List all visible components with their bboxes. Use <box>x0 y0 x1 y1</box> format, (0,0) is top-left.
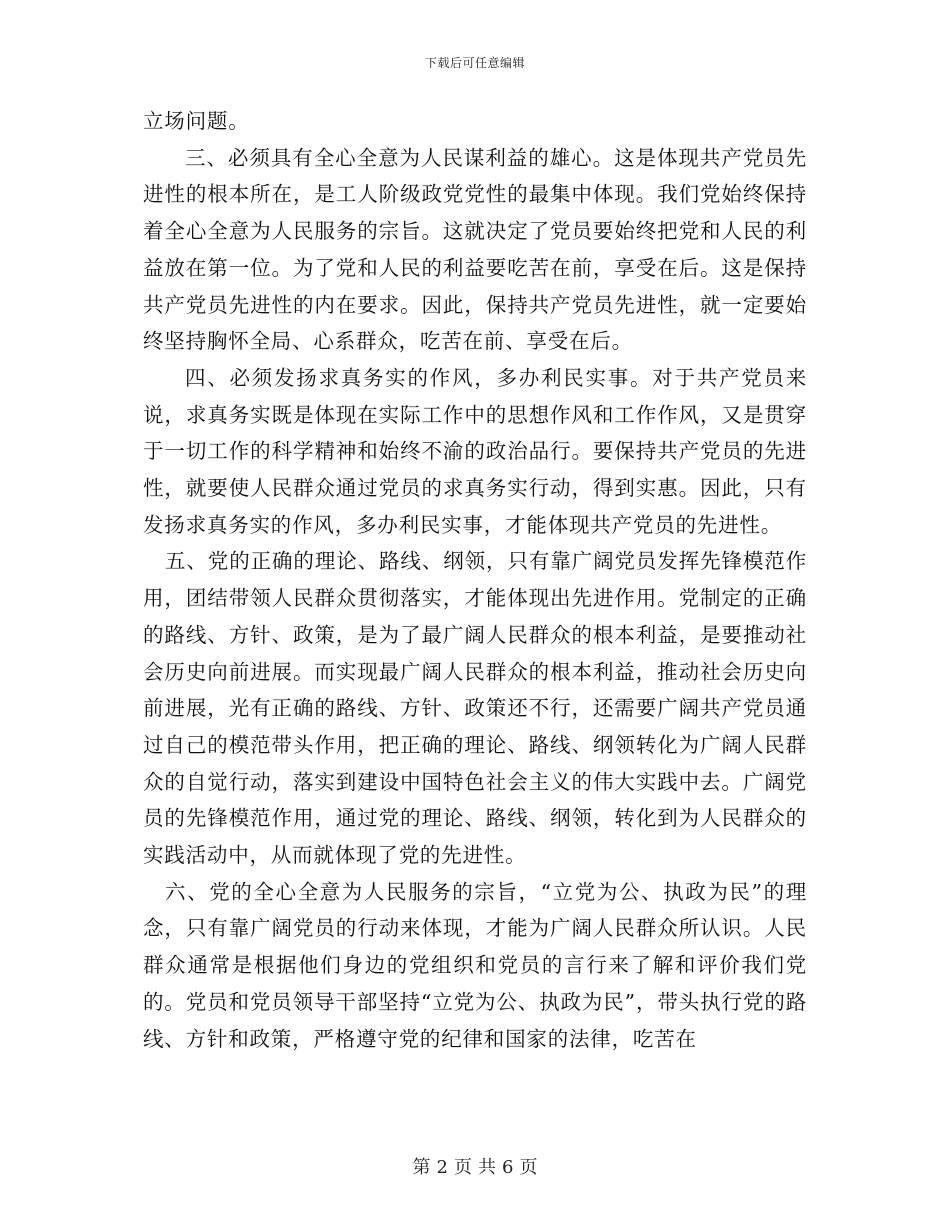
footer-total-pages: 6 <box>502 1157 514 1178</box>
paragraph-six: 六、党的全心全意为人民服务的宗旨，“立党为公、执政为民”的理念，只有靠广阔党员的行动来体现，才能为广阔人民群众所认识。人民群众通常是根据他们身边的党组织和党员的言行来了解和评价我们党的。党员和党员领导干部坚持“立党为公、执政为民”，带头执行党的路线、方针和政策，严格遵守党的纪律和国家的法律，吃苦在 <box>143 879 807 1051</box>
footer-label-ye: 页 <box>454 1157 472 1178</box>
footer-current-page: 2 <box>436 1157 448 1178</box>
paragraph-four: 四、必须发扬求真务实的作风，多办利民实事。对于共产党员来说，求真务实既是体现在实际工作中的思想作风和工作作风，又是贯穿于一切工作的科学精神和始终不渝的政治品行。要保持共产党员的先进性，就要使人民群众通过党员的求真务实行动，得到实惠。因此，只有发扬求真务实的作风，多办利民实事，才能体现共产党员的先进性。 <box>143 365 807 537</box>
paragraph-five: 五、党的正确的理论、路线、纲领，只有靠广阔党员发挥先锋模范作用，团结带领人民群众贯彻落实，才能体现出先进作用。党制定的正确的路线、方针、政策，是为了最广阔人民群众的根本利益，是要推动社会历史向前进展。而实现最广阔人民群众的根本利益，推动社会历史向前进展，光有正确的路线、方针、政策还不行，还需要广阔共产党员通过自己的模范带头作用，把正确的理论、路线、纲领转化为广阔人民群众的自觉行动，落实到建设中国特色社会主义的伟大实践中去。广阔党员的先锋模范作用，通过党的理论、路线、纲领，转化到为人民群众的实践活动中，从而就体现了党的先进性。 <box>143 549 807 868</box>
document-body <box>143 103 807 1057</box>
footer-label-gong: 共 <box>478 1157 496 1178</box>
page-footer <box>0 1153 950 1179</box>
footer-label-ye-end: 页 <box>519 1157 538 1178</box>
paragraph-three: 三、必须具有全心全意为人民谋利益的雄心。这是体现共产党员先进性的根本所在，是工人阶级政党党性的最集中体现。我们党始终保持着全心全意为人民服务的宗旨。这就决定了党员要始终把党和人民的利益放在第一位。为了党和人民的利益要吃苦在前，享受在后。这是保持共产党员先进性的内在要求。因此，保持共产党员先进性，就一定要始终坚持胸怀全局、心系群众，吃苦在前、享受在后。 <box>143 145 807 354</box>
footer-label-di: 第 <box>412 1157 431 1178</box>
page-header: 下载后可任意编辑 <box>424 56 525 70</box>
paragraph-continuation: 立场问题。 <box>143 109 250 133</box>
